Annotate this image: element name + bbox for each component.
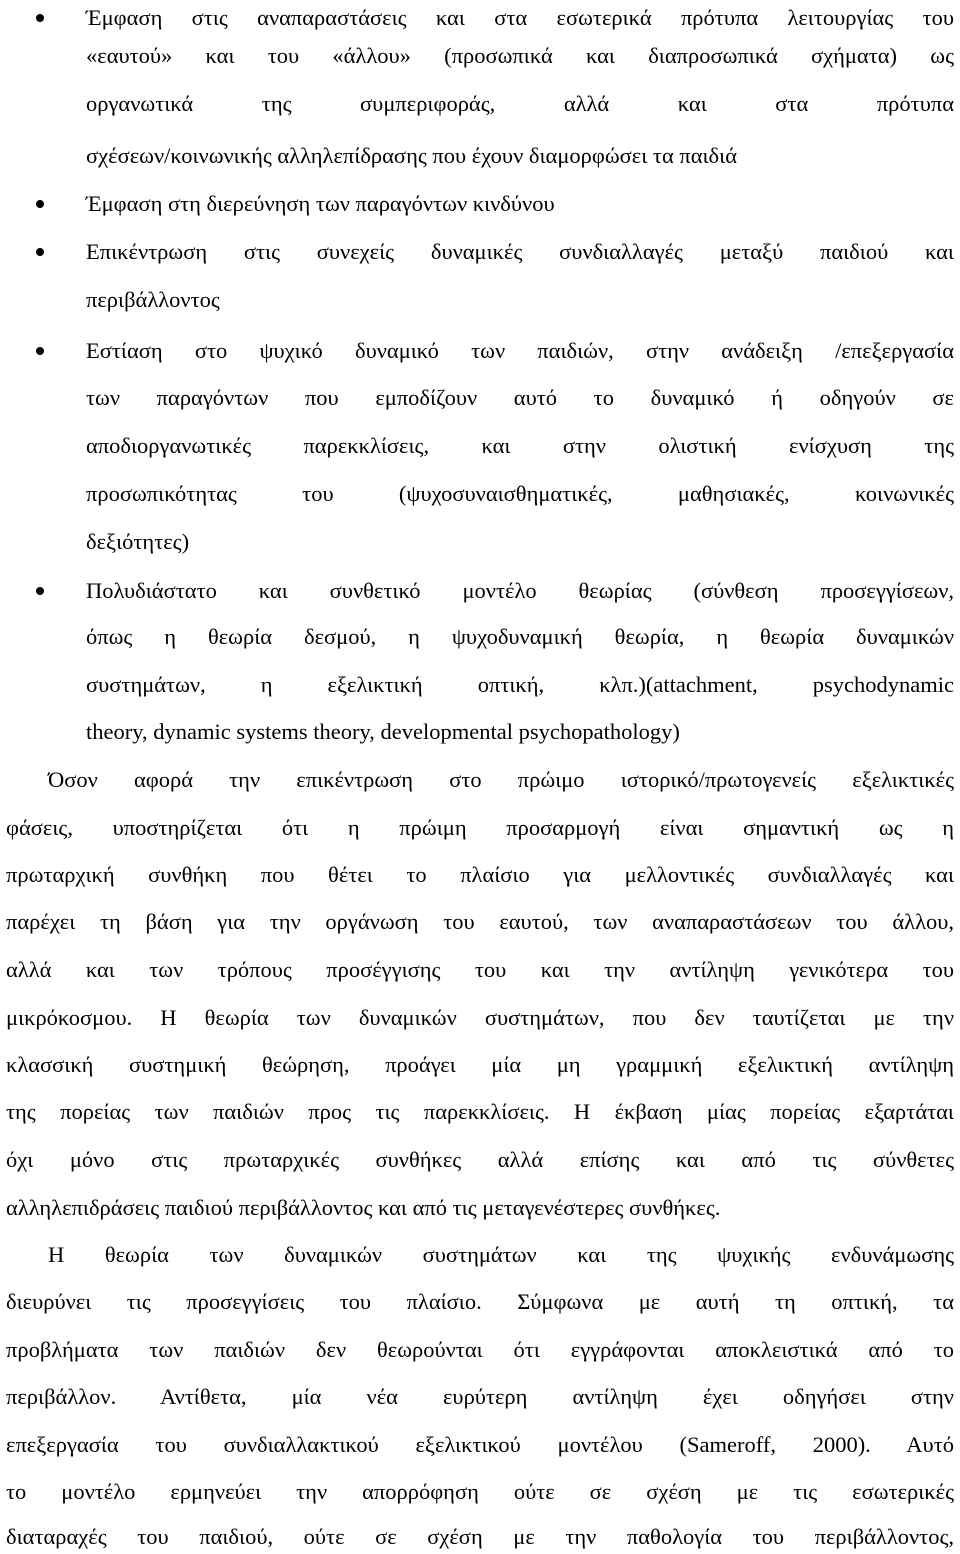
text-line: συστημάτων, η εξελικτική οπτική, κλπ.)(attachment, psychodynamic	[86, 672, 954, 697]
paragraph-2-line	[0, 1287, 960, 1317]
bullet-item-1	[0, 3, 960, 33]
text-line: της πορείας των παιδιών προς τις παρεκκλίσεις. Η έκβαση μίας πορείας εξαρτάται	[6, 1099, 954, 1124]
paragraph-1-line	[0, 860, 960, 890]
text-line: περιβάλλοντος	[86, 287, 220, 312]
text-line: Πολυδιάστατο και συνθετικό μοντέλο θεωρίας (σύνθεση προσεγγίσεων,	[86, 578, 954, 603]
text-line: Έμφαση στις αναπαραστάσεις και στα εσωτερικά πρότυπα λειτουργίας του	[86, 5, 954, 30]
text-line: Εστίαση στο ψυχικό δυναμικό των παιδιών, στην ανάδειξη /επεξεργασία	[86, 338, 954, 363]
text-line-row	[0, 41, 960, 71]
paragraph-2-line	[0, 1335, 960, 1365]
text-line-row	[0, 285, 960, 315]
text-line-row	[0, 431, 960, 461]
paragraph-2-line	[0, 1477, 960, 1507]
text-line-row	[0, 527, 960, 557]
paragraph-2-line	[0, 1240, 960, 1270]
text-line: επεξεργασία του συνδιαλλακτικού εξελικτικού μοντέλου (Sameroff, 2000). Αυτό	[6, 1432, 954, 1457]
text-line-row	[0, 383, 960, 413]
text-line: φάσεις, υποστηρίζεται ότι η πρώιμη προσαρμογή είναι σημαντική ως η	[6, 815, 954, 840]
bullet-dot	[36, 347, 44, 355]
text-line: «εαυτού» και του «άλλου» (προσωπικά και διαπροσωπικά σχήματα) ως	[86, 43, 954, 68]
paragraph-1-line	[0, 955, 960, 985]
text-line: αλλά και των τρόπους προσέγγισης του και την αντίληψη γενικότερα του	[6, 957, 954, 982]
paragraph-1-line	[0, 1193, 960, 1223]
paragraph-1-line	[0, 1097, 960, 1127]
text-line: δεξιότητες)	[86, 529, 190, 554]
bullet-item-5	[0, 576, 960, 606]
text-line: όπως η θεωρία δεσμού, η ψυχοδυναμική θεωρία, η θεωρία δυναμικών	[86, 624, 954, 649]
text-line: Όσον αφορά την επικέντρωση στο πρώιμο ιστορικό/πρωτογενείς εξελικτικές	[48, 767, 954, 792]
paragraph-2-line	[0, 1430, 960, 1460]
paragraph-1-line	[0, 1145, 960, 1175]
text-line: Η θεωρία των δυναμικών συστημάτων και της ψυχικής ενδυνάμωσης	[48, 1242, 954, 1267]
paragraph-1-line	[0, 813, 960, 843]
paragraph-1-line	[0, 1050, 960, 1080]
text-line: Επικέντρωση στις συνεχείς δυναμικές συνδιαλλαγές μεταξύ παιδιού και	[86, 239, 954, 264]
text-line: πρωταρχική συνθήκη που θέτει το πλαίσιο για μελλοντικές συνδιαλλαγές και	[6, 862, 954, 887]
text-line: όχι μόνο στις πρωταρχικές συνθήκες αλλά επίσης και από τις σύνθετες	[6, 1147, 954, 1172]
paragraph-1-line	[0, 765, 960, 795]
text-line-row	[0, 670, 960, 700]
text-line: μικρόκοσμου. Η θεωρία των δυναμικών συστημάτων, που δεν ταυτίζεται με την	[6, 1005, 954, 1030]
text-line: παρέχει τη βάση για την οργάνωση του εαυτού, των αναπαραστάσεων του άλλου,	[6, 909, 954, 934]
text-line-row	[0, 141, 960, 171]
text-line: αποδιοργανωτικές παρεκκλίσεις, και στην ολιστική ενίσχυση της	[86, 433, 954, 458]
text-line: κλασσική συστημική θεώρηση, προάγει μία μη γραμμική εξελικτική αντίληψη	[6, 1052, 954, 1077]
bullet-item-4	[0, 336, 960, 366]
bullet-dot	[36, 14, 44, 22]
text-line: διευρύνει τις προσεγγίσεις του πλαίσιο. Σύμφωνα με αυτή τη οπτική, τα	[6, 1289, 954, 1314]
bullet-dot	[36, 587, 44, 595]
text-line: διαταραχές του παιδιού, ούτε σε σχέση με την παθολογία του περιβάλλοντος,	[6, 1524, 954, 1549]
text-line: των παραγόντων που εμποδίζουν αυτό το δυναμικό ή οδηγούν σε	[86, 385, 954, 410]
text-line-row	[0, 89, 960, 119]
text-line-row	[0, 479, 960, 509]
bullet-item-2	[0, 189, 960, 219]
text-line: σχέσεων/κοινωνικής αλληλεπίδρασης που έχουν διαμορφώσει τα παιδιά	[86, 143, 738, 168]
bullet-dot	[36, 200, 44, 208]
paragraph-1-line	[0, 1003, 960, 1033]
bullet-item-3	[0, 237, 960, 267]
text-line: Έμφαση στη διερεύνηση των παραγόντων κινδύνου	[86, 191, 555, 216]
text-line-row	[0, 622, 960, 652]
bullet-dot	[36, 248, 44, 256]
text-line: προβλήματα των παιδιών δεν θεωρούνται ότι εγγράφονται αποκλειστικά από το	[6, 1337, 954, 1362]
paragraph-2-line	[0, 1522, 960, 1552]
text-line: αλληλεπιδράσεις παιδιού περιβάλλοντος και από τις μεταγενέστερες συνθήκες.	[6, 1195, 721, 1220]
text-line: το μοντέλο ερμηνεύει την απορρόφηση ούτε σε σχέση με τις εσωτερικές	[6, 1479, 954, 1504]
text-line: theory, dynamic systems theory, developmental psychopathology)	[86, 719, 680, 744]
paragraph-1-line	[0, 907, 960, 937]
paragraph-2-line	[0, 1382, 960, 1412]
text-line: περιβάλλον. Αντίθετα, μία νέα ευρύτερη αντίληψη έχει οδηγήσει στην	[6, 1384, 954, 1409]
text-line-row	[0, 717, 960, 747]
text-line: οργανωτικά της συμπεριφοράς, αλλά και στα πρότυπα	[86, 91, 954, 116]
text-line: προσωπικότητας του (ψυχοσυναισθηματικές, μαθησιακές, κοινωνικές	[86, 481, 954, 506]
